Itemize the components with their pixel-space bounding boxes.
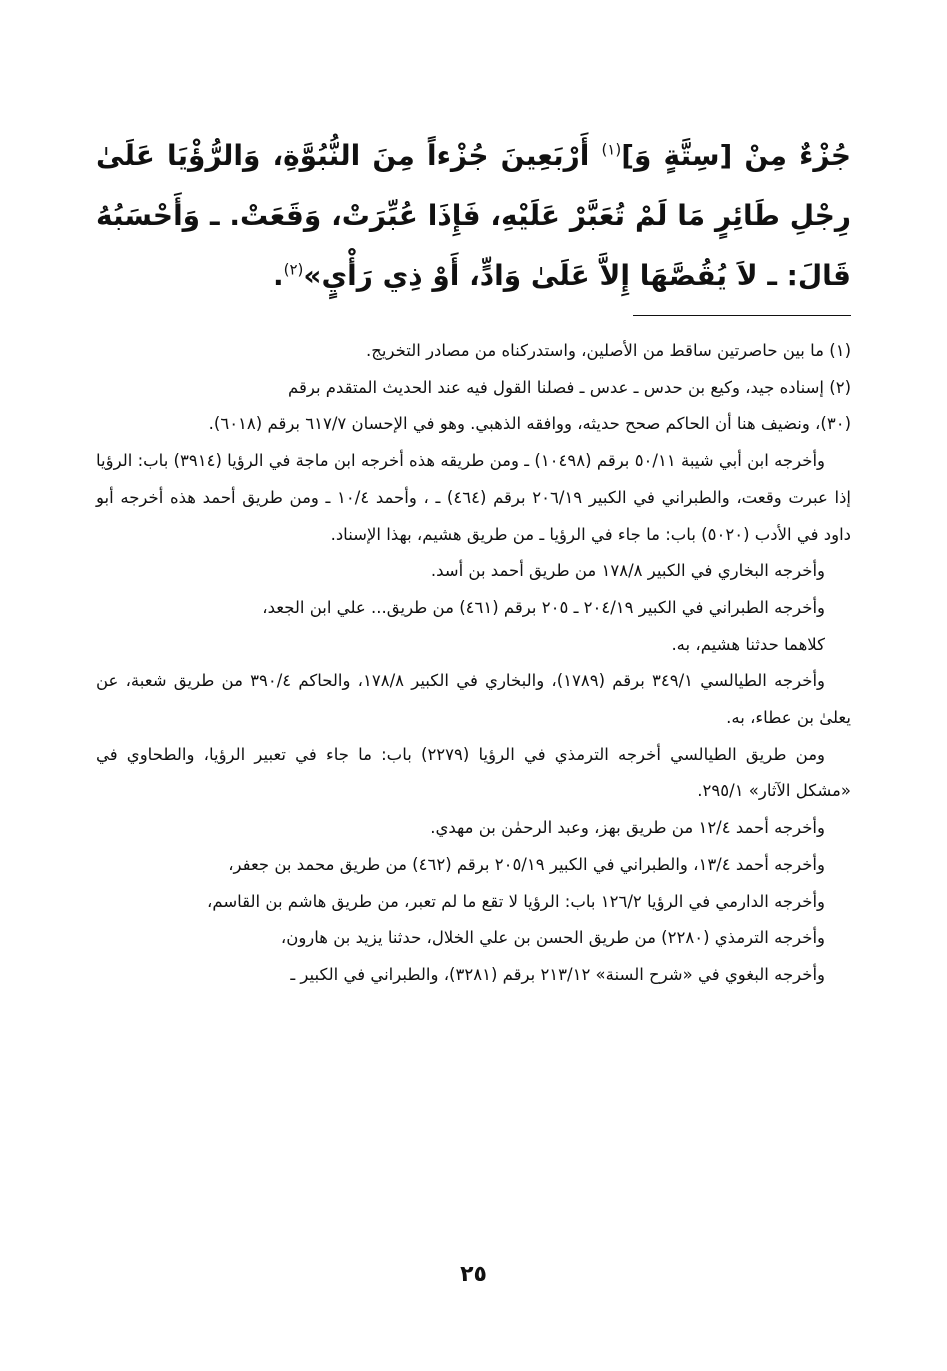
footnote-paragraph: وأخرجه البغوي في «شرح السنة» ٢١٣/١٢ برقم (٣٢٨١)، والطبراني في الكبير ـ xyxy=(290,964,825,984)
footnote-paragraph: ومن طريق الطيالسي أخرجه الترمذي في الرؤيا (٢٢٧٩) باب: ما جاء في تعبير الرؤيا، والطحاوي في «مشكل الآثار» ٢٩٥/١. xyxy=(96,744,851,801)
footnote-paragraph: وأخرجه الطبراني في الكبير ٢٠٤/١٩ ـ ٢٠٥ برقم (٤٦١) من طريق... علي ابن الجعد، xyxy=(262,597,825,617)
footnote-paragraph: وأخرجه أحمد ١٣/٤، والطبراني في الكبير ٢٠٥/١٩ برقم (٤٦٢) من طريق محمد بن جعفر، xyxy=(228,854,825,874)
footnote-ref-1: (١) xyxy=(601,140,622,159)
footnote-paragraph: وأخرجه البخاري في الكبير ١٧٨/٨ من طريق أحمد بن أسد. xyxy=(430,561,825,581)
page-number: ٢٥ xyxy=(460,1262,487,1287)
footnote-paragraph: كلاهما حدثنا هشيم، به. xyxy=(671,634,825,654)
hadith-text-end: . xyxy=(272,259,284,292)
footnote-1: (١) ما بين حاصرتين ساقط من الأصلين، واستدركناه من مصادر التخريج. xyxy=(365,341,851,360)
footnote-paragraph: وأخرجه الدارمي في الرؤيا ١٢٦/٢ باب: الرؤيا لا تقع ما لم تعبر، من طريق هاشم بن القاسم، xyxy=(207,891,825,911)
footnote-paragraph: وأخرجه الطيالسي ٣٤٩/١ برقم (١٧٨٩)، والبخاري في الكبير ١٧٨/٨، والحاكم ٣٩٠/٤ من طريق شعبة، عن يعلىٰ بن عطاء، به. xyxy=(96,671,851,728)
footnote-paragraph: وأخرجه الترمذي (٢٢٨٠) من طريق الحسن بن علي الخلال، حدثنا يزيد بن هارون، xyxy=(280,928,825,948)
footnote-separator xyxy=(633,315,851,316)
footnote-ref-2: (٢) xyxy=(283,260,304,279)
footnote-paragraph: وأخرجه ابن أبي شيبة ٥٠/١١ برقم (١٠٤٩٨) ـ ومن طريقه هذه أخرجه ابن ماجة في الرؤيا (٣٩١٤) باب: الرؤيا إذا عبرت وقعت، والطبراني في الكبير ٢٠٦/١٩ برقم (٤٦٤) ـ ، وأحمد ١٠/٤ ـ ومن طريق أحمد هذه أخرجه أبو داود في الأدب (٥٠٢٠) باب: ما جاء في الرؤيا ـ من طريق هشيم، بهذا الإسناد. xyxy=(96,451,851,544)
footnotes-section xyxy=(96,333,851,994)
hadith-text-part1: جُزْءٌ مِنْ [سِتَّةٍ وَ] xyxy=(621,139,851,172)
footnote-2-head: (٢) إسناده جيد، وكيع بن حدس ـ عدس ـ فصلنا القول فيه عند الحديث المتقدم برقم xyxy=(287,377,851,397)
footnote-2-continuation: (٣٠)، ونضيف هنا أن الحاكم صحح حديثه، ووافقه الذهبي. وهو في الإحسان ٦١٧/٧ برقم (٦٠١٨). xyxy=(208,414,851,434)
hadith-text xyxy=(96,126,851,306)
hadith-text-part2: أَرْبَعِينَ جُزْءاً مِنَ النُّبُوَّةِ، وَالرُّؤْيَا عَلَىٰ رِجْلِ طَائِرٍ مَا لَمْ تُعَبَّرْ عَلَيْهِ، فَإِذَا عُبِّرَتْ، وَقَعَتْ. ـ وَأَحْسَبُهُ قَالَ: ـ لاَ يُقُصَّهَا إِلاَّ عَلَىٰ وَادٍّ، أَوْ ذِي رَأْيٍ» xyxy=(96,139,851,292)
footnote-paragraph: وأخرجه أحمد ١٢/٤ من طريق بهز، وعبد الرحمٰن بن مهدي. xyxy=(430,818,825,838)
